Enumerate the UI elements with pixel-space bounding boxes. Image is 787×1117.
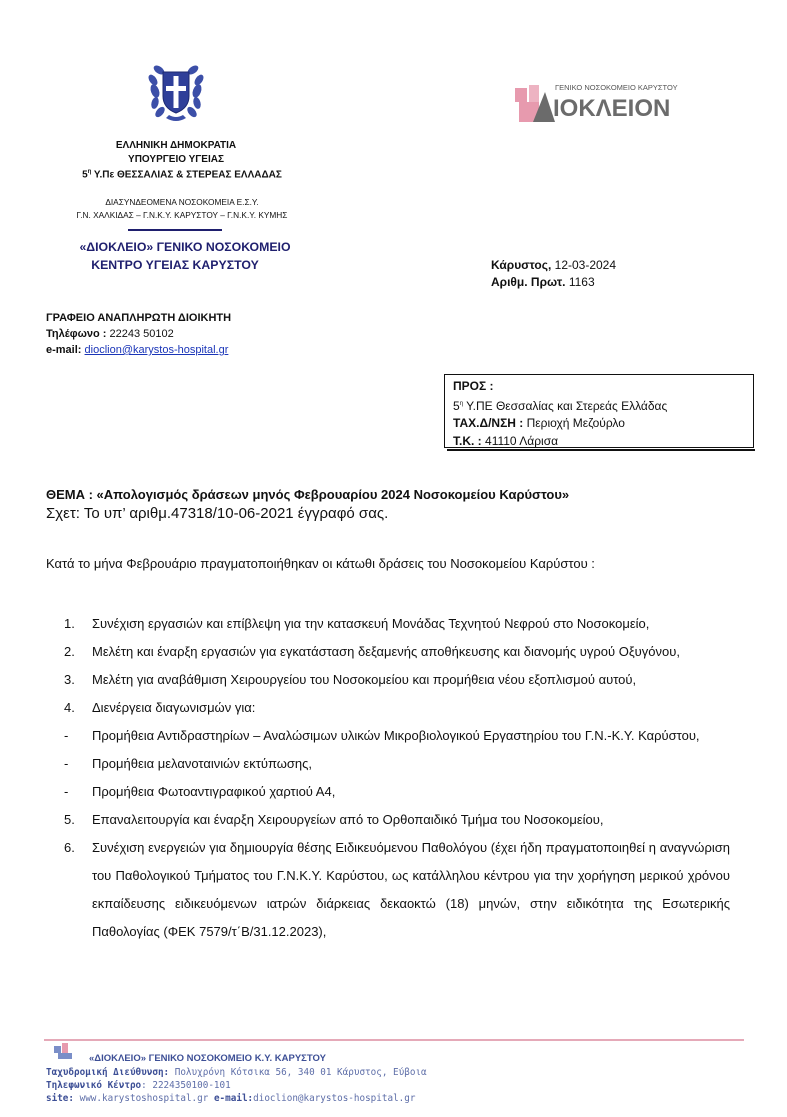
list-subitem: - Προμήθεια Φωτοαντιγραφικού χαρτιού Α4, — [64, 784, 336, 799]
office-email: e-mail: dioclion@karystos-hospital.gr — [46, 344, 229, 356]
greek-republic-emblem — [143, 58, 209, 124]
header-divider — [128, 229, 222, 231]
footer-org-name: «ΔΙΟΚΛΕΙΟ» ΓΕΝΙΚΟ ΝΟΣΟΚΟΜΕΙΟ Κ.Υ. ΚΑΡΥΣΤΟΥ — [89, 1053, 326, 1064]
footer-phone: Τηλεφωνικό Κέντρο: 2224350100-101 — [46, 1080, 231, 1091]
list-subitem: - Προμήθεια μελανοταινιών εκτύπωσης, — [64, 756, 313, 771]
hospital-name: «ΔΙΟΚΛΕΙΟ» ΓΕΝΙΚΟ ΝΟΣΟΚΟΜΕΙΟ — [79, 240, 291, 254]
health-region: $5^\eta$ Υ.Πε ΘΕΣΣΑΛΙΑΣ & ΣΤΕΡΕΑΣ ΕΛΛΑΔΑΣ — [82, 169, 282, 181]
office-block — [46, 310, 231, 358]
ministry-name: ΥΠΟΥΡΓΕΙΟ ΥΓΕΙΑΣ — [128, 154, 224, 165]
recipient-address: ΤΑΧ.Δ/ΝΣΗ : Περιοχή Μεζούρλο — [453, 416, 625, 430]
recipient-postal: Τ.Κ. : 41110 Λάρισα — [453, 433, 559, 448]
date-line: Κάρυστος, 12-03-2024 — [491, 258, 617, 272]
protocol-line: Αριθμ. Πρωτ. 1163 — [491, 275, 595, 289]
recipient-box — [444, 374, 754, 448]
list-item: 4. Διενέργεια διαγωνισμών για: — [64, 700, 256, 715]
logo-small-text: ΓΕΝΙΚΟ ΝΟΣΟΚΟΜΕΙΟ ΚΑΡΥΣΤΟΥ — [555, 83, 678, 92]
recipient-to-label: ΠΡΟΣ : — [453, 379, 494, 393]
list-item: 3. Μελέτη για αναβάθμιση Χειρουργείου του Νοσοκομείου και προμήθεια νέου εξοπλισμού αυτού, — [64, 672, 637, 687]
logo-cross-icon — [515, 80, 555, 124]
footer-divider — [44, 1039, 744, 1041]
footer-email-link[interactable]: dioclion@karystos-hospital.gr — [253, 1093, 416, 1104]
intro-paragraph: Κατά το μήνα Φεβρουάριο πραγματοποιήθηκαν οι κάτωθι δράσεις του Νοσοκομείου Καρύστου : — [46, 556, 595, 571]
actions-list — [64, 610, 730, 946]
footer-logo-icon — [52, 1043, 78, 1063]
logo-big-text: ΙΟΚΛΕΙΟΝ — [553, 95, 671, 122]
office-phone: Τηλέφωνο : 22243 50102 — [46, 328, 174, 340]
list-item: 5. Επαναλειτουργία και έναρξη Χειρουργείων από το Ορθοπαιδικό Τμήμα του Νοσοκομείου, — [64, 812, 604, 827]
list-item: 2. Μελέτη και έναρξη εργασιών για εγκατάσταση δεξαμενής αποθήκευσης και διανομής υγρού Οξυγόνου, — [64, 644, 680, 659]
footer-site-link[interactable]: www.karystoshospital.gr — [74, 1093, 209, 1104]
list-subitem: - Προμήθεια Αντιδραστηρίων – Αναλώσιμων υλικών Μικροβιολογικού Εργαστηρίου του Γ.Ν.-Κ.Υ. Καρύστου, — [64, 728, 700, 743]
subject-reference: Σχετ: Το υπ’ αριθμ.47318/10-06-2021 έγγραφό σας. — [46, 505, 389, 522]
connected-hospitals-list: Γ.Ν. ΧΑΛΚΙΔΑΣ – Γ.Ν.Κ.Υ. ΚΑΡΥΣΤΟΥ – Γ.Ν.Κ.Υ. ΚΥΜΗΣ — [76, 210, 288, 220]
office-title: ΓΡΑΦΕΙΟ ΑΝΑΠΛΗΡΩΤΗ ΔΙΟΙΚΗΤΗ — [46, 312, 232, 324]
footer-web: site: www.karystoshospital.gr e-mail:dioclion@karystos-hospital.gr — [46, 1093, 416, 1104]
recipient-name: $5^\eta$ Υ.ΠΕ Θεσσαλίας και Στερεάς Ελλάδας — [453, 398, 668, 413]
health-center-name: ΚΕΝΤΡΟ ΥΓΕΙΑΣ ΚΑΡΥΣΤΟΥ — [91, 258, 259, 272]
country-name: ΕΛΛΗΝΙΚΗ ΔΗΜΟΚΡΑΤΙΑ — [115, 140, 237, 151]
connected-hospitals-title: ΔΙΑΣΥΝΔΕΟΜΕΝΑ ΝΟΣΟΚΟΜΕΙΑ Ε.Σ.Υ. — [105, 197, 259, 207]
office-email-link[interactable]: dioclion@karystos-hospital.gr — [84, 344, 229, 356]
subject-title: ΘΕΜΑ : «Απολογισμός δράσεων μηνός Φεβρουαρίου 2024 Νοσοκομείου Καρύστου» — [46, 487, 570, 502]
list-item: 6. Συνέχιση ενεργειών για δημιουργία θέσης Ειδικευόμενου Παθολόγου (έχει ήδη πραγματοποιηθεί η αναγνώριση του Παθολογικού Τμήματος του Γ.Ν.Κ.Υ. Καρύστου, ως κατάλληλου κέντρου για την χορήγηση μερικού χρόνου εκπαίδευσης ειδικευόμενων ιατρών διάρκειας δεκαοκτώ (18) μηνών, στην ειδικότητα της Εσωτερικής Παθολογίας (ΦΕΚ 7579/τ΄Β/31.12.2023), — [64, 840, 730, 939]
hospital-logo — [515, 80, 685, 124]
list-item: 1. Συνέχιση εργασιών και επίβλεψη για την κατασκευή Μονάδας Τεχνητού Νεφρού στο Νοσοκομείο, — [64, 616, 650, 631]
footer-address: Ταχυδρομική Διεύθυνση: Πολυχρόνη Κότσικα 56, 340 01 Κάρυστος, Εύβοια — [46, 1067, 427, 1078]
